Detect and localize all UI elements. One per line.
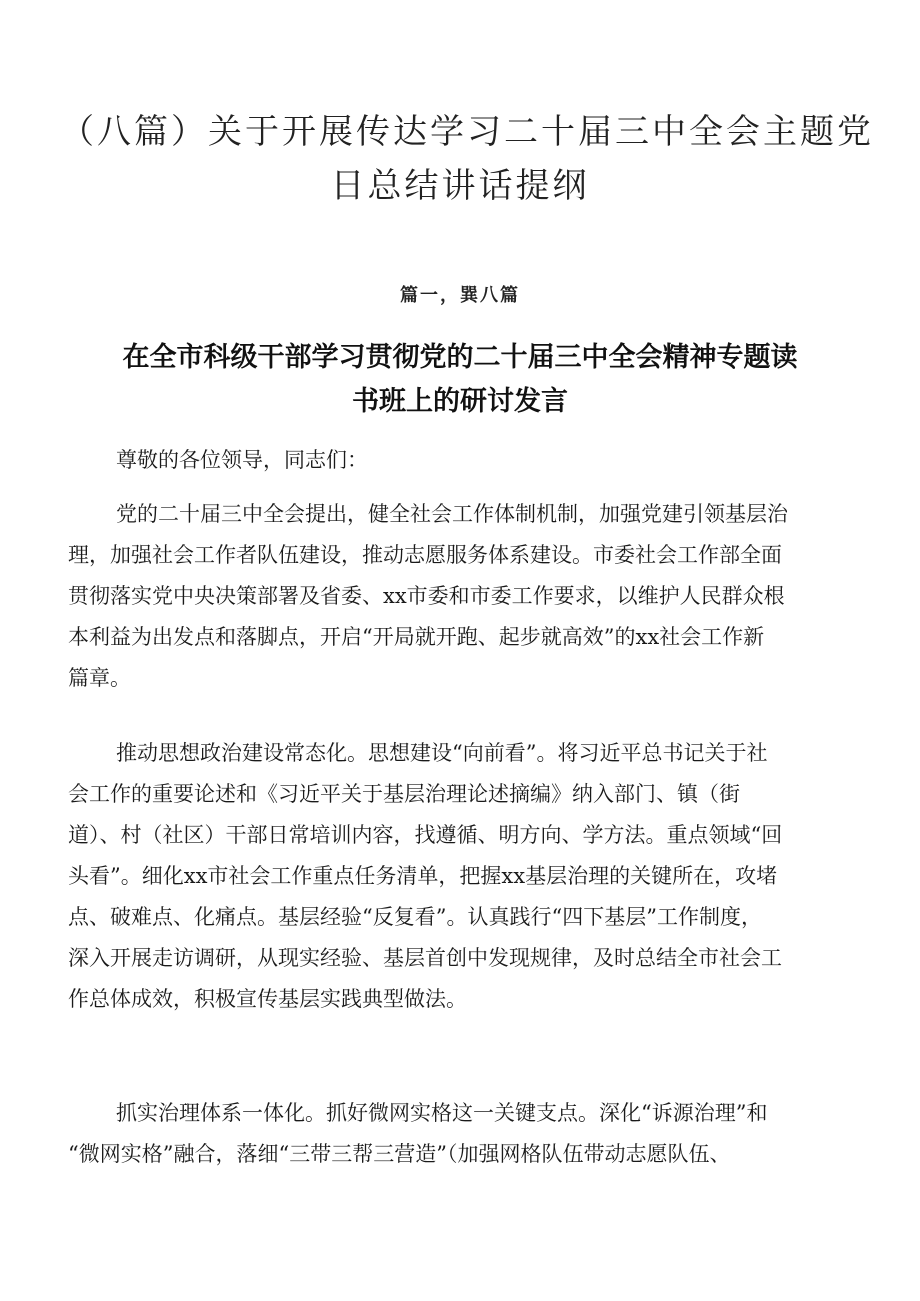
paragraph-line: 党的二十届三中全会提出，健全社会工作体制机制，加强党建引领基层治 [116,502,788,526]
document-title-line: （八篇）关于开展传达学习二十届三中全会主题党 [60,112,874,152]
document-title-line: 日总结讲话提纲 [330,166,590,206]
section-label: 篇一，巽八篇 [400,285,520,306]
paragraph-line: 贯彻落实党中央决策部署及省委、xx市委和市委工作要求，以维护人民群众根 [68,584,785,608]
paragraph-line: “微网实格”融合，落细“三带三帮三营造”（加强网格队伍带动志愿队伍、 [68,1142,731,1166]
paragraph-line: 篇章。 [68,666,131,690]
paragraph-2 [68,733,858,1020]
paragraph-line: 会工作的重要论述和《习近平关于基层治理论述摘编》纳入部门、镇（街 [68,782,740,806]
speech-title [60,336,860,424]
document-title [60,105,874,213]
speech-title-line: 在全市科级干部学习贯彻党的二十届三中全会精神专题读 [122,342,798,373]
paragraph-line: 深入开展走访调研，从现实经验、基层首创中发现规律，及时总结全市社会工 [68,946,782,970]
speech-title-line: 书班上的研讨发言 [352,386,568,417]
greeting [68,440,858,481]
paragraph-line: 头看”。细化xx市社会工作重点任务清单，把握xx基层治理的关键所在，攻堵 [68,864,778,888]
paragraph-3 [68,1093,858,1175]
paragraph-line: 道）、村（社区）干部日常培训内容，找遵循、明方向、学方法。重点领域“回 [68,823,783,847]
paragraph-line: 点、破难点、化痛点。基层经验“反复看”。认真践行“四下基层”工作制度， [68,905,762,929]
paragraph-1 [68,494,858,699]
paragraph-line: 理，加强社会工作者队伍建设，推动志愿服务体系建设。市委社会工作部全面 [68,543,782,567]
paragraph-line: 推动思想政治建设常态化。思想建设“向前看”。将习近平总书记关于社 [116,741,768,765]
paragraph-line: 抓实治理体系一体化。抓好微网实格这一关键支点。深化“诉源治理”和 [116,1101,768,1125]
greeting-text: 尊敬的各位领导，同志们： [116,448,368,472]
paragraph-line: 作总体成效，积极宣传基层实践典型做法。 [68,987,467,1011]
paragraph-line: 本利益为出发点和落脚点，开启“开局就开跑、起步就高效”的xx社会工作新 [68,625,765,649]
